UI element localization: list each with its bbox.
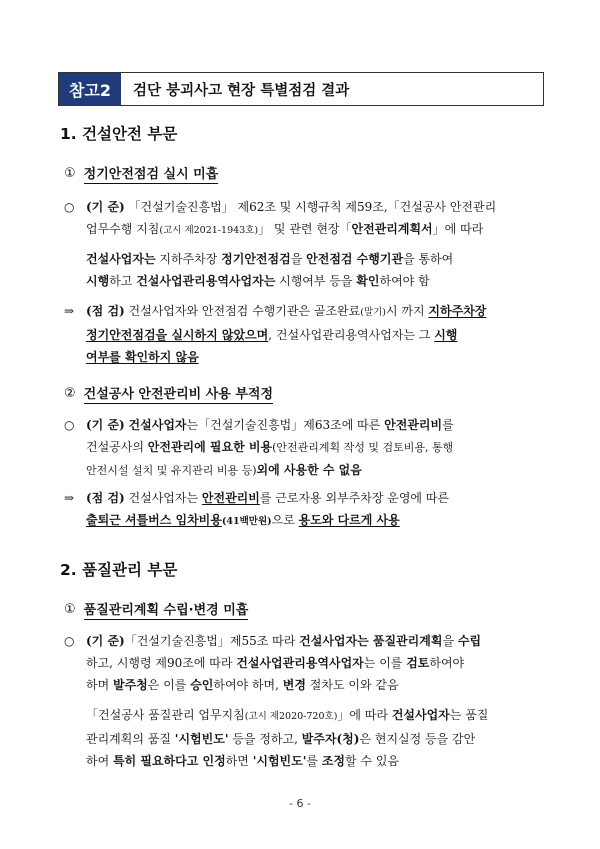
circle-bullet-icon: ○ [64,200,75,214]
subsection-heading-periodic-inspection [64,163,218,184]
item-title: 건설공사 안전관리비 사용 부적정 [84,383,273,404]
standard-paragraph: ○ (기 준) 「건설기술진흥법」 제62조 및 시행규칙 제59조,「건설공사 안전관리 업무수행 지침(고시 제2021-1943호)」 및 관련 현장「안전관리계획서」에 따라 [64,196,548,242]
subsection-heading-quality-plan [64,599,248,620]
standard-paragraph: ○ (기 준)「건설기술진흥법」제55조 따라 건설사업자는 품질관리계획을 수립 하고, 시행령 제90조에 따라 건설사업관리용역사업자는 이를 검토하여야 하며 발주청은 이를 승인하여야 하며, 변경 절차도 이와 같음 [64,630,548,696]
arrow-right-icon: ⇒ [64,304,75,318]
item-number: ① [64,166,76,181]
arrow-right-icon: ⇒ [64,491,75,505]
inspection-paragraph: ⇒ (점 검) 건설사업자는 안전관리비를 근로자용 외부주차장 운영에 따른 출퇴근 셔틀버스 임차비용(41백만원)으로 용도와 다르게 사용 [64,487,548,533]
circle-bullet-icon: ○ [64,418,75,432]
page-title: 검단 붕괴사고 현장 특별점검 결과 [133,82,350,99]
item-title: 정기안전점검 실시 미흡 [84,163,219,184]
standard-detail-paragraph: 「건설공사 품질관리 업무지침(고시 제2020-720호)」에 따라 건설사업자는 품질 관리계획의 품질 '시험빈도' 등을 정하고, 발주자(청)은 현지실정 등을 감안 하여 특히 필요하다고 인정하면 '시험빈도'를 조정할 수 있음 [86,708,489,768]
inspection-paragraph: ⇒ (점 검) 건설사업자와 안전점검 수행기관은 골조완료(말기)시 까지 지하주차장 정기안전점검을 실시하지 않았으며, 건설사업관리용역사업자는 그 시행 여부를 확인하지 않음 [64,300,548,368]
reference-tag: 참고2 [59,73,121,105]
subsection-heading-safety-cost [64,383,273,404]
section-title-box [58,72,544,106]
circle-bullet-icon: ○ [64,634,75,648]
item-title: 품질관리계획 수립·변경 미흡 [84,599,249,620]
section-heading-quality: 2. 품질관리 부문 [60,561,178,579]
standard-detail-paragraph: 건설사업자는 지하주차장 정기안전점검을 안전점검 수행기관을 통하여 시행하고 건설사업관리용역사업자는 시행여부 등을 확인하여야 함 [86,252,454,288]
item-number: ① [64,602,76,617]
standard-paragraph: ○ (기 준) 건설사업자는「건설기술진흥법」제63조에 따른 안전관리비를 건설공사의 안전관리에 필요한 비용(안전관리계획 작성 및 검토비용, 통행 안전시설 설치 및 유지관리 비용 등)외에 사용한 수 없음 [64,414,548,482]
item-number: ② [64,386,76,401]
page-number: - 6 - [289,797,311,810]
section-heading-safety: 1. 건설안전 부문 [60,125,178,143]
